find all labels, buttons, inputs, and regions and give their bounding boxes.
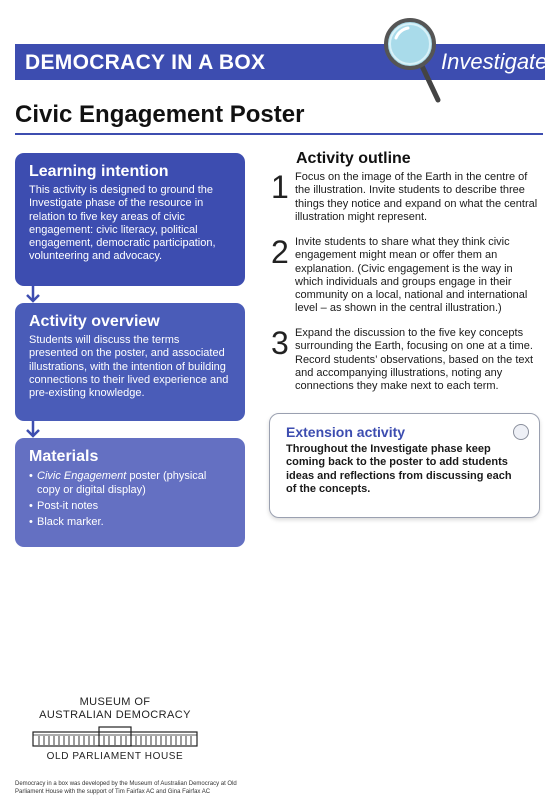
materials-heading: Materials [29, 448, 99, 465]
list-item: • Post-it notes [29, 499, 231, 513]
footer-note: Democracy in a box was developed by the Museum of Australian Democracy at Old Parliament House with the support of Tim Fairfax AC and Gina Fairfax AC [15, 781, 237, 795]
header-banner [15, 44, 548, 80]
step-number: 3 [271, 325, 289, 361]
step-text: Expand the discussion to the five key concepts surrounding the Earth, focusing on one at a time. Record students’ observations, based on the text and accompanying illustrations, noting any connections they make next to each term. [295, 327, 534, 393]
list-item: • Civic Engagement poster (physical copy or digital display) [29, 469, 231, 497]
materials-card [15, 438, 245, 547]
logo-line-2: AUSTRALIAN DEMOCRACY [39, 709, 191, 721]
title-divider [15, 133, 543, 135]
step-text: Focus on the image of the Earth in the centre of the illustration. Invite students to describe three things they notice and expand on what the central illustration might represent. [295, 171, 538, 223]
arrow-down-icon [25, 286, 41, 304]
extension-heading: Extension activity [286, 424, 406, 440]
parliament-building-icon [31, 726, 199, 748]
learning-intention-text: This activity is designed to ground the Investigate phase of the resource in relation to five key areas of civic engagement: civic literacy, political engagement, democratic participation, volunteering and advocacy. [29, 184, 216, 263]
page-title: Civic Engagement Poster [15, 101, 305, 128]
outline-step [271, 236, 543, 316]
activity-overview-heading: Activity overview [29, 313, 160, 330]
learning-intention-card [15, 153, 245, 286]
outline-step [271, 327, 543, 393]
phase-tag: Investigate [441, 49, 548, 74]
step-text: Invite students to share what they think civic engagement might mean or offer them an explanation. (Civic engagement is the way in which individuals and groups engage in their community on a local, national and international level – as shown in the central illustration.) [295, 236, 528, 315]
activity-overview-text: Students will discuss the terms presented on the poster, and associated illustrations, with the intention of building connections to their lived experience and pre-existing knowledge. [29, 334, 229, 400]
activity-overview-card [15, 303, 245, 421]
extension-text: Throughout the Investigate phase keep coming back to the poster to add students ideas and reflections from discussing each of the concepts. [286, 443, 512, 495]
step-number: 2 [271, 234, 289, 270]
banner-title: DEMOCRACY IN A BOX [25, 51, 266, 74]
materials-list [29, 469, 231, 529]
logo-line-1: MUSEUM OF [79, 696, 151, 708]
learning-intention-heading: Learning intention [29, 163, 169, 180]
museum-logo [30, 696, 200, 762]
logo-line-3: OLD PARLIAMENT HOUSE [46, 751, 184, 762]
list-item: • Black marker. [29, 515, 231, 529]
step-number: 1 [271, 169, 289, 205]
outline-step [271, 171, 543, 224]
arrow-down-icon [25, 421, 41, 439]
magnifying-glass-icon [380, 14, 444, 104]
extension-activity-box [269, 413, 540, 518]
activity-outline-heading: Activity outline [296, 150, 411, 167]
circle-icon [513, 424, 529, 440]
